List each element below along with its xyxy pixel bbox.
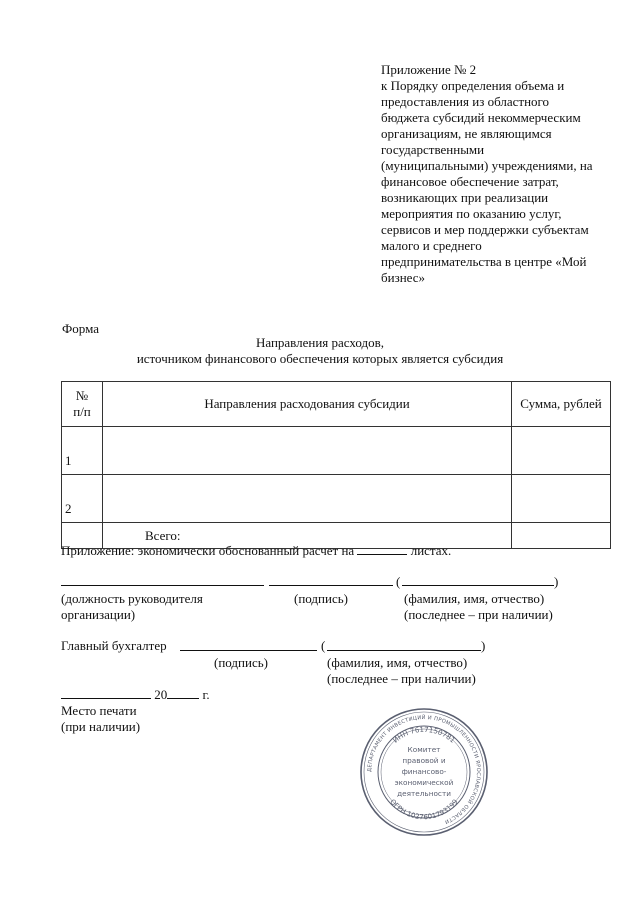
head-open-paren: ( bbox=[396, 574, 401, 589]
stamp-center-line: финансово- bbox=[401, 767, 447, 776]
appendix-line: организациям, не являющимся bbox=[381, 126, 552, 141]
accountant-signature-field[interactable] bbox=[180, 650, 317, 651]
date-year-field[interactable] bbox=[167, 686, 199, 699]
stamp-center-line: экономической bbox=[394, 778, 454, 787]
row-direction[interactable] bbox=[103, 427, 512, 475]
total-label: Всего: bbox=[103, 523, 512, 549]
seal-caption-line1: Место печати bbox=[61, 703, 137, 718]
date-suffix: г. bbox=[202, 687, 210, 702]
row-number: 2 bbox=[62, 475, 103, 523]
attachment-suffix: листах. bbox=[410, 543, 452, 558]
head-fio-caption-line1: (фамилия, имя, отчество) bbox=[404, 591, 545, 606]
stamp-center-line: деятельности bbox=[397, 789, 451, 798]
appendix-line: Приложение № 2 bbox=[381, 62, 477, 77]
row-number: 1 bbox=[62, 427, 103, 475]
header-sum: Сумма, рублей bbox=[512, 382, 611, 427]
sheets-count-field[interactable] bbox=[357, 542, 407, 555]
row-sum[interactable] bbox=[512, 475, 611, 523]
expenses-table bbox=[61, 381, 611, 549]
head-position-field[interactable] bbox=[61, 585, 264, 586]
head-position-caption-line2: организации) bbox=[61, 607, 136, 622]
appendix-heading bbox=[381, 62, 621, 286]
appendix-line: предоставления из областного bbox=[381, 94, 550, 109]
total-sum[interactable] bbox=[512, 523, 611, 549]
accountant-fio-caption-line2: (последнее – при наличии) bbox=[327, 671, 476, 686]
head-close-paren: ) bbox=[554, 574, 559, 589]
date-line bbox=[61, 686, 210, 703]
head-fio-caption-line2: (последнее – при наличии) bbox=[404, 607, 553, 622]
stamp-inn: ИНН 7617150781 bbox=[391, 725, 457, 745]
accountant-close-paren: ) bbox=[481, 638, 486, 653]
accountant-fio-caption bbox=[327, 655, 476, 687]
header-direction: Направления расходования субсидии bbox=[103, 382, 512, 427]
stamp-ring-text: ДЕПАРТАМЕНТ ИНВЕСТИЦИЙ И ПРОМЫШЛЕННОСТИ ЯРОСЛАВСКОЙ ОБЛАСТИ bbox=[366, 714, 482, 825]
document-title bbox=[0, 335, 640, 367]
head-signature-field[interactable] bbox=[269, 585, 393, 586]
appendix-line: финансовое обеспечение затрат, bbox=[381, 174, 559, 189]
appendix-line: бюджета субсидий некоммерческим bbox=[381, 110, 581, 125]
header-number bbox=[62, 382, 103, 427]
stamp-ogrn: ОГРН 1027601793199 bbox=[388, 797, 460, 822]
stamp-center-line: правовой и bbox=[402, 756, 446, 765]
form-label: Форма bbox=[62, 321, 99, 336]
appendix-line: к Порядку определения объема и bbox=[381, 78, 565, 93]
header-number-line1: № bbox=[75, 388, 89, 403]
appendix-line: сервисов и мер поддержки субъектам bbox=[381, 222, 589, 237]
date-year-prefix: 20 bbox=[154, 687, 168, 702]
appendix-line: малого и среднего bbox=[381, 238, 482, 253]
title-line-2: источником финансового обеспечения которых является субсидия bbox=[136, 351, 504, 366]
table-row bbox=[62, 475, 611, 523]
attachment-prefix: Приложение: экономически обоснованный расчет на bbox=[61, 543, 355, 558]
accountant-label: Главный бухгалтер bbox=[61, 638, 167, 653]
date-day-month-field[interactable] bbox=[61, 686, 151, 699]
accountant-fio-caption-line1: (фамилия, имя, отчество) bbox=[327, 655, 468, 670]
head-fio-field[interactable] bbox=[402, 585, 554, 586]
appendix-line: бизнес» bbox=[381, 270, 426, 285]
row-direction[interactable] bbox=[103, 475, 512, 523]
official-stamp-icon bbox=[358, 706, 490, 838]
table-header-row bbox=[62, 382, 611, 427]
appendix-line: мероприятия по оказанию услуг, bbox=[381, 206, 562, 221]
appendix-line: возникающих при реализации bbox=[381, 190, 549, 205]
attachment-line bbox=[61, 542, 451, 559]
header-number-line2: п/п bbox=[73, 404, 91, 419]
stamp-center-line: Комитет bbox=[407, 745, 441, 754]
seal-caption bbox=[61, 703, 140, 735]
seal-caption-line2: (при наличии) bbox=[61, 719, 141, 734]
row-sum[interactable] bbox=[512, 427, 611, 475]
head-signature-caption: (подпись) bbox=[294, 591, 348, 606]
head-position-caption bbox=[61, 591, 203, 623]
appendix-line: (муниципальными) учреждениями, на bbox=[381, 158, 593, 173]
head-position-caption-line1: (должность руководителя bbox=[61, 591, 203, 606]
appendix-line: государственными bbox=[381, 142, 485, 157]
accountant-signature-caption: (подпись) bbox=[214, 655, 268, 670]
title-line-1: Направления расходов, bbox=[255, 335, 385, 350]
table-row bbox=[62, 427, 611, 475]
accountant-fio-field[interactable] bbox=[327, 650, 481, 651]
head-fio-caption bbox=[404, 591, 553, 623]
appendix-line: предпринимательства в центре «Мой bbox=[381, 254, 587, 269]
accountant-open-paren: ( bbox=[321, 638, 326, 653]
